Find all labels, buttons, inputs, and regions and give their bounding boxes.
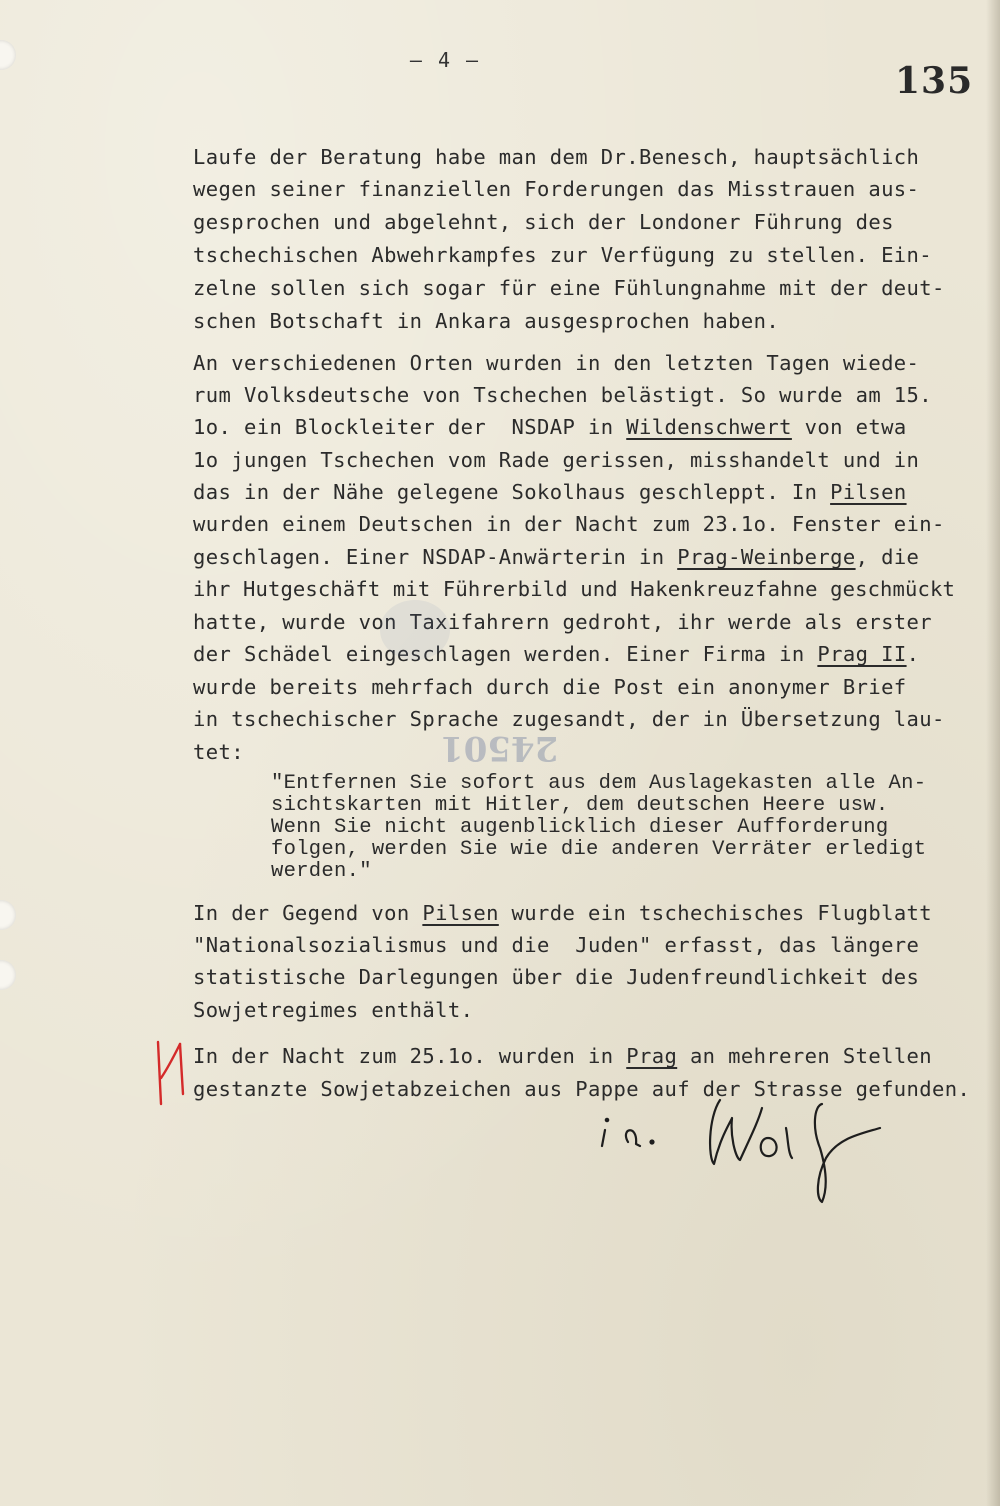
text-line: tschechischen Abwehrkampfes zur Verfügung zu stellen. Ein-: [193, 243, 933, 267]
text-line: gesprochen und abgelehnt, sich der Londoner Führung des: [193, 210, 894, 234]
text-line: das in der Nähe gelegene Sokolhaus geschleppt. In Pilsen: [193, 480, 907, 504]
text-line: In der Nacht zum 25.1o. wurden in Prag an mehreren Stellen: [193, 1044, 933, 1068]
faded-stamp-number: 24501: [440, 728, 559, 768]
text-line: wegen seiner finanziellen Forderungen das Misstrauen aus-: [193, 177, 920, 201]
text-line: wurde bereits mehrfach durch die Post ein anonymer Brief: [193, 675, 907, 699]
text-line: gestanzte Sowjetabzeichen aus Pappe auf der Strasse gefunden.: [193, 1077, 971, 1101]
text-line: In der Gegend von Pilsen wurde ein tschechisches Flugblatt: [193, 901, 933, 925]
place-name-underlined: Wildenschwert: [626, 415, 792, 439]
page-edge-shadow: [986, 0, 1000, 1506]
ink-blot: [380, 600, 450, 660]
text-line: zelne sollen sich sogar für eine Fühlungnahme mit der deut-: [193, 276, 945, 300]
punch-hole: [0, 960, 16, 990]
text-line: "Nationalsozialismus und die Juden" erfasst, das längere: [193, 933, 920, 957]
text-line: Sowjetregimes enthält.: [193, 998, 474, 1022]
folio-number: 135: [895, 60, 974, 102]
page-number: – 4 –: [409, 48, 481, 72]
place-name-underlined: Prag: [626, 1044, 678, 1068]
place-name-underlined: Pilsen: [422, 901, 499, 925]
text-line: wurden einem Deutschen in der Nacht zum 23.1o. Fenster ein-: [193, 512, 945, 536]
quote-line: "Entfernen Sie sofort aus dem Auslagekasten alle An-: [271, 772, 927, 795]
text-line: schen Botschaft in Ankara ausgesprochen haben.: [193, 309, 780, 333]
text-line: rum Volksdeutsche von Tschechen belästigt. So wurde am 15.: [193, 383, 933, 407]
text-line: geschlagen. Einer NSDAP-Anwärterin in Prag-Weinberge, die: [193, 545, 920, 569]
quote-line: folgen, werden Sie wie die anderen Verräter erledigt: [271, 838, 927, 861]
place-name-underlined: Prag II: [817, 642, 907, 666]
text-line: tet:: [193, 740, 244, 764]
place-name-underlined: Pilsen: [830, 480, 907, 504]
text-line: hatte, wurde von Taxifahrern gedroht, ihr werde als erster: [193, 610, 933, 634]
place-name-underlined: Prag-Weinberge: [677, 545, 856, 569]
quote-line: werden.": [271, 860, 372, 883]
text-line: der Schädel eingeschlagen werden. Einer Firma in Prag II.: [193, 642, 920, 666]
text-line: statistische Darlegungen über die Judenfreundlichkeit des: [193, 965, 920, 989]
punch-hole: [0, 900, 16, 930]
text-line: 1o jungen Tschechen vom Rade gerissen, misshandelt und in: [193, 448, 920, 472]
red-pencil-margin-mark-icon: [150, 1038, 190, 1108]
text-line: in tschechischer Sprache zugesandt, der in Übersetzung lau-: [193, 707, 945, 731]
text-line: 1o. ein Blockleiter der NSDAP in Wildenschwert von etwa: [193, 415, 907, 439]
text-line: Laufe der Beratung habe man dem Dr.Benesch, hauptsächlich: [193, 145, 920, 169]
handwritten-signature: [590, 1098, 900, 1208]
quote-line: Wenn Sie nicht augenblicklich dieser Aufforderung: [271, 816, 889, 839]
text-line: An verschiedenen Orten wurden in den letzten Tagen wiede-: [193, 351, 920, 375]
text-line: ihr Hutgeschäft mit Führerbild und Hakenkreuzfahne geschmückt: [193, 577, 956, 601]
quote-line: sichtskarten mit Hitler, dem deutschen Heere usw.: [271, 794, 889, 817]
